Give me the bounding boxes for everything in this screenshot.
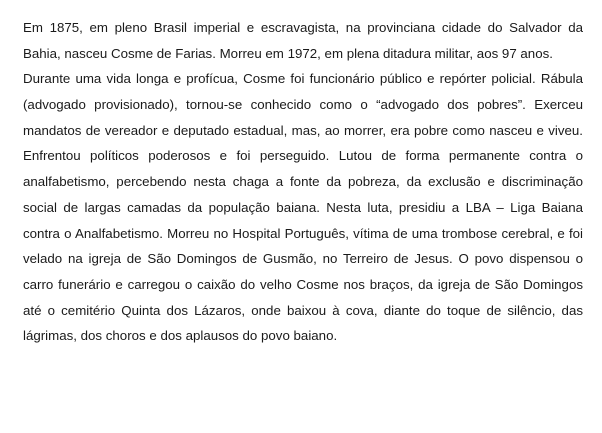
text-line: Durante uma vida longa e profícua, Cosme foi funcionário público e repórter policial. Rábula (23, 71, 583, 87)
text-line: social de largas camadas da população baiana. Nesta luta, presidiu a LBA – Liga Baiana (23, 199, 583, 215)
text-line: até o cemitério Quinta dos Lázaros, onde baixou à cova, diante do toque de silêncio, das (23, 302, 583, 318)
text-line: velado na igreja de São Domingos de Gusmão, no Terreiro de Jesus. O povo dispensou o (23, 251, 583, 267)
text-line: contra o Analfabetismo. Morreu no Hospital Português, vítima de uma trombose cerebral, e foi (23, 225, 583, 241)
paragraph-1 (23, 15, 583, 66)
text-line: Bahia, nasceu Cosme de Farias. Morreu em 1972, em plena ditadura militar, aos 97 anos. (23, 45, 553, 61)
text-line: analfabetismo, percebendo nesta chaga a fonte da pobreza, da exclusão e discriminação (23, 174, 583, 190)
text-line: carro funerário e carregou o caixão do velho Cosme nos braços, da igreja de São Domingos (23, 276, 583, 292)
paragraph-2 (23, 66, 583, 349)
text-line: (advogado provisionado), tornou-se conhecido como o “advogado dos pobres”. Exerceu (23, 97, 583, 113)
document-body (23, 15, 583, 349)
text-line: Em 1875, em pleno Brasil imperial e escravagista, na provinciana cidade do Salvador da (23, 20, 583, 35)
text-line: mandatos de vereador e deputado estadual, mas, ao morrer, era pobre como nasceu e viveu. (23, 122, 583, 138)
text-line: Enfrentou políticos poderosos e foi perseguido. Lutou de forma permanente contra o (23, 148, 583, 164)
text-line: lágrimas, dos choros e dos aplausos do povo baiano. (23, 328, 338, 344)
